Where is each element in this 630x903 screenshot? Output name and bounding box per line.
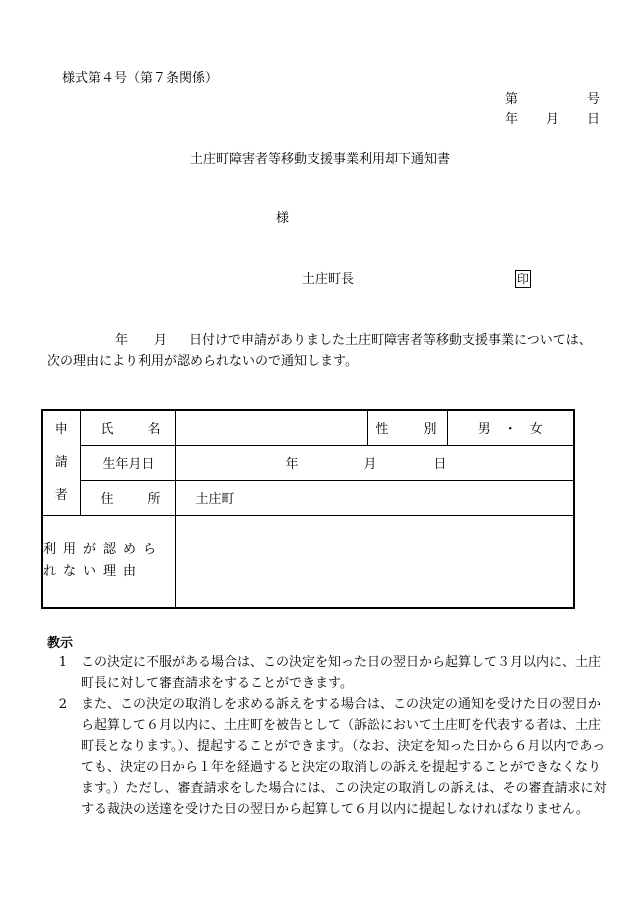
notice-month: 月	[154, 333, 168, 348]
reason-label: 利用が認めら れない理由	[42, 515, 175, 608]
instruction-item: 2 また、この決定の取消しを求める訴えをする場合は、この決定の通知を受けた日の翌日から起算して６月以内に、土庄町を被告として（訴訟において土庄町を代表する者は、土庄町長となります。）、提起することができます。（なお、決定を知った日から６月以内であっても、決定の日から１年を経過すると決定の取消しの訴えを提起することができなくなります。）ただし、審査請求をした場合には、この決定の取消しの訴えは、その審査請求に対する裁決の送達を受けた日の翌日から起算して６月以内に提起しなければなりません。	[58, 697, 607, 817]
addressee-suffix: 様	[276, 211, 290, 226]
document-title: 土庄町障害者等移動支援事業利用却下通知書	[190, 152, 451, 167]
address-label: 住 所	[80, 480, 175, 515]
applicant-char: 者	[54, 488, 68, 504]
birthdate-label: 生年月日	[80, 445, 175, 480]
applicant-char: 請	[54, 455, 68, 471]
date-month: 月	[546, 112, 560, 127]
reason-value[interactable]	[175, 515, 574, 608]
application-table	[41, 409, 575, 609]
date-year: 年	[505, 112, 519, 127]
notice-year: 年	[115, 333, 129, 348]
date-day: 日	[587, 112, 601, 127]
instruction-title: 教示	[47, 636, 74, 651]
document-number-suffix: 号	[587, 92, 601, 107]
instruction-list	[47, 652, 607, 820]
gender-label: 性 別	[367, 410, 447, 445]
notice-line-1	[47, 330, 613, 351]
notice-line-1-text: 日付けで申請がありました土庄町障害者等移動支援事業については、	[189, 333, 592, 348]
address-value[interactable]: 土庄町	[175, 480, 574, 515]
name-value[interactable]	[175, 410, 367, 445]
document-number-prefix: 第	[505, 92, 519, 107]
notice-line-2: 次の理由により利用が認められないので通知します。	[47, 354, 358, 369]
instruction-item: 1 この決定に不服がある場合は、この決定を知った日の翌日から起算して３月以内に、土庄町長に対して審査請求をすることができます。	[58, 655, 602, 691]
name-label: 氏 名	[80, 410, 175, 445]
notice-body	[47, 330, 613, 372]
applicant-char: 申	[54, 422, 68, 438]
gender-value[interactable]: 男 ・ 女	[447, 410, 574, 445]
birthdate-value[interactable]: 年 月 日	[175, 445, 574, 480]
form-number: 様式第４号（第７条関係）	[62, 71, 219, 86]
seal-box: 印	[517, 272, 530, 286]
applicant-header	[42, 410, 80, 515]
sender-name: 土庄町長	[302, 272, 355, 287]
